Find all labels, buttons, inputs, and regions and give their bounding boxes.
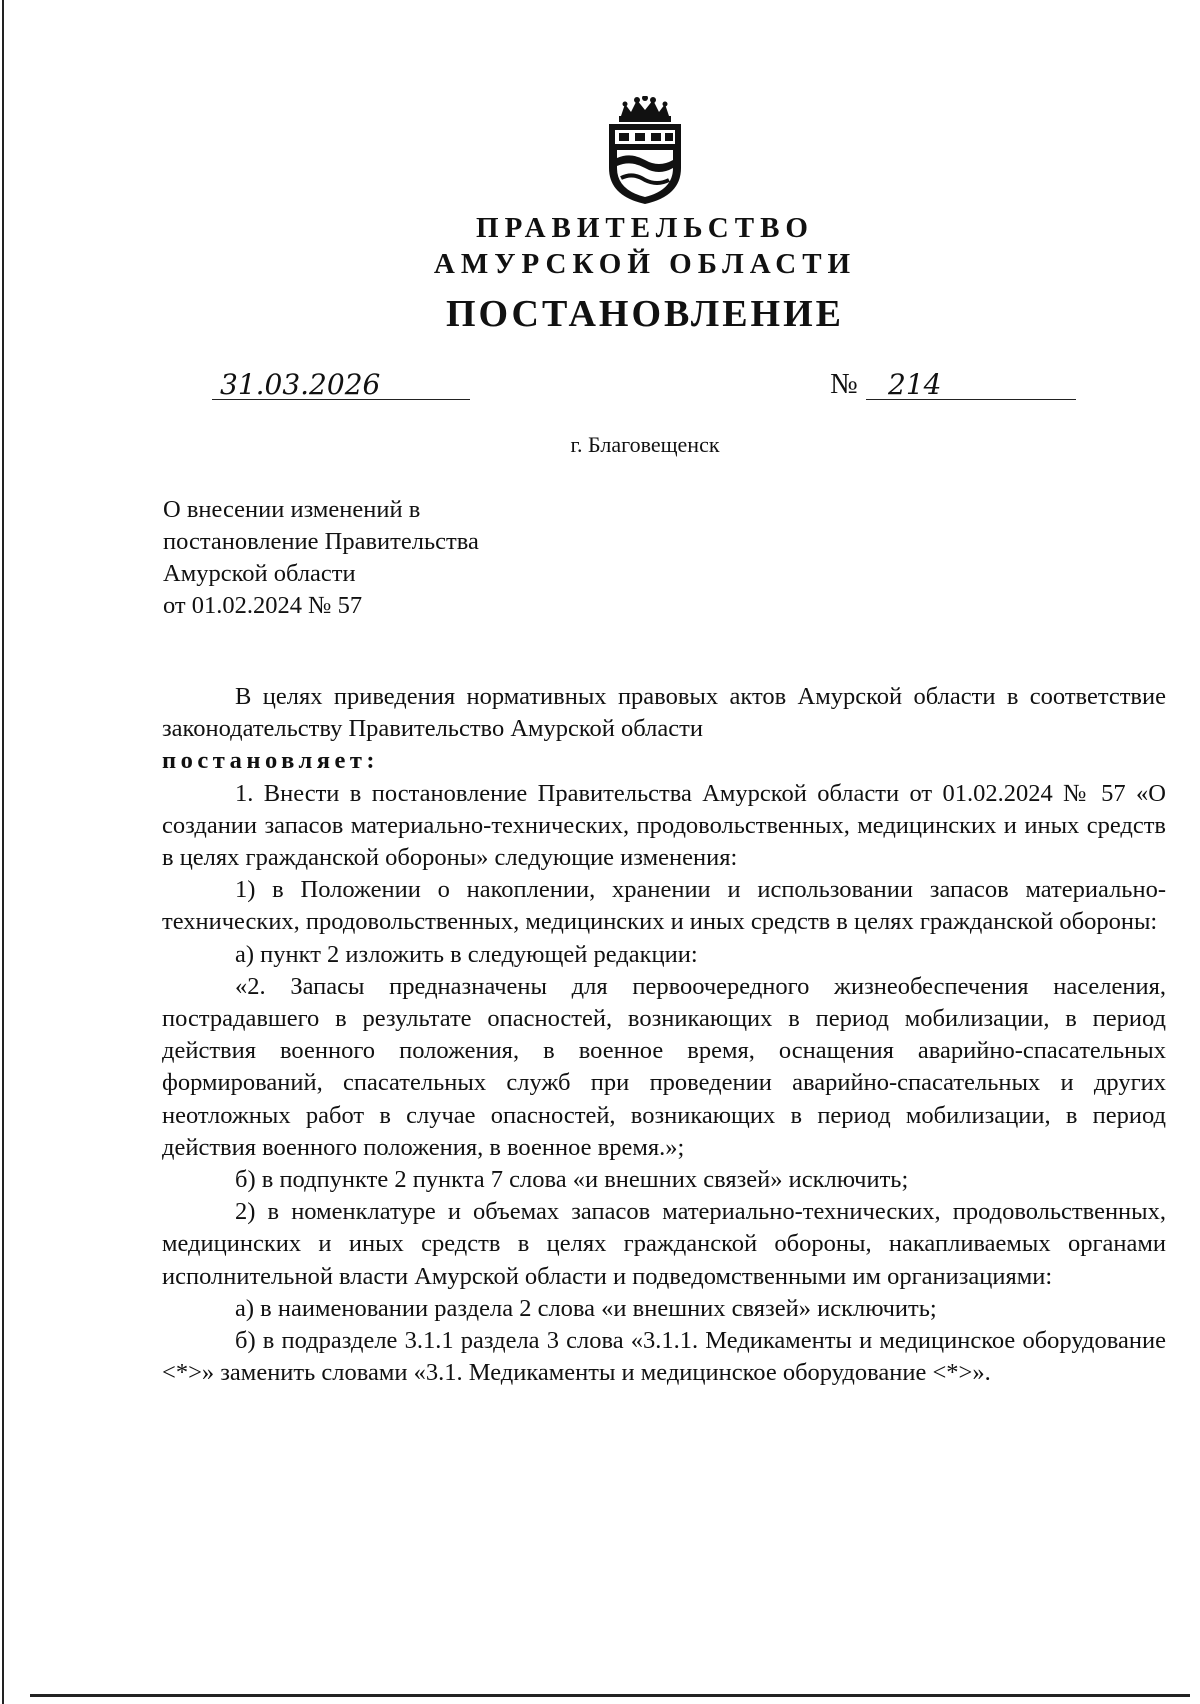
subject-line: О внесении изменений в xyxy=(163,496,421,523)
clause-1-2-b: б) в подразделе 3.1.1 раздела 3 слова «3.1.1. Медикаменты и медицинское оборудование <*>» заменить словами «3.1. Медикаменты и медицинское оборудование <*>». xyxy=(162,1327,1166,1387)
subject-line: постановление Правительства xyxy=(163,528,479,555)
document-number-sign: № xyxy=(830,368,858,400)
document-number: 214 xyxy=(866,370,1076,400)
subject-line: от 01.02.2024 № 57 xyxy=(163,592,363,619)
clause-1-2-a: а) в наименовании раздела 2 слова «и внешних связей» исключить; xyxy=(235,1294,937,1322)
preamble-paragraph: В целях приведения нормативных правовых актов Амурской области в соответствие законодательству Правительство Амурской области xyxy=(162,683,1166,743)
clause-1-2: 2) в номенклатуре и объемах запасов материально-технических, продовольственных, медицинских и иных средств в целях гражданской обороны, накапливаемых органами исполнительной власти Амурской области и подведомственными им организациями: xyxy=(162,1198,1166,1290)
document-subject xyxy=(163,494,583,622)
organization-name-line2: АМУРСКОЙ ОБЛАСТИ xyxy=(433,248,857,280)
subject-line: Амурской области xyxy=(163,560,356,587)
document-type-title: ПОСТАНОВЛЕНИЕ xyxy=(445,293,845,335)
coat-of-arms-emblem xyxy=(597,96,693,206)
clause-1-1-a: а) пункт 2 изложить в следующей редакции: xyxy=(235,940,698,968)
organization-name-line1: ПРАВИТЕЛЬСТВО xyxy=(476,212,814,244)
document-date: 31.03.2026 xyxy=(212,370,470,400)
decree-word xyxy=(162,745,1166,777)
clause-1-1-a-text: «2. Запасы предназначены для первоочередного жизнеобеспечения населения, пострадавшего в результате опасностей, возникающих в период мобилизации, в период действия военного положения, в военное время, оснащения аварийно-спасательных формирований, спасательных служб при проведении аварийно-спасательных и других неотложных работ в случае опасностей, возникающих в период мобилизации, в период действия военного положения, в военное время.»; xyxy=(162,972,1166,1161)
issuing-city: г. Благовещенск xyxy=(570,432,720,457)
clause-1: 1. Внести в постановление Правительства Амурской области от 01.02.2024 № 57 «О создании запасов материально-технических, продовольственных, медицинских и иных средств в целях гражданской обороны» следующие изменения: xyxy=(162,779,1166,872)
clause-1-1-b: б) в подпункте 2 пункта 7 слова «и внешних связей» исключить; xyxy=(235,1166,909,1194)
clause-1-1: 1) в Положении о накоплении, хранении и использовании запасов материально-технических, продовольственных, медицинских и иных средств в целях гражданской обороны: xyxy=(162,876,1166,936)
bottom-scan-line xyxy=(30,1694,1190,1697)
decree-word-text: постановляет: xyxy=(162,747,380,775)
document-body xyxy=(162,681,1166,1389)
